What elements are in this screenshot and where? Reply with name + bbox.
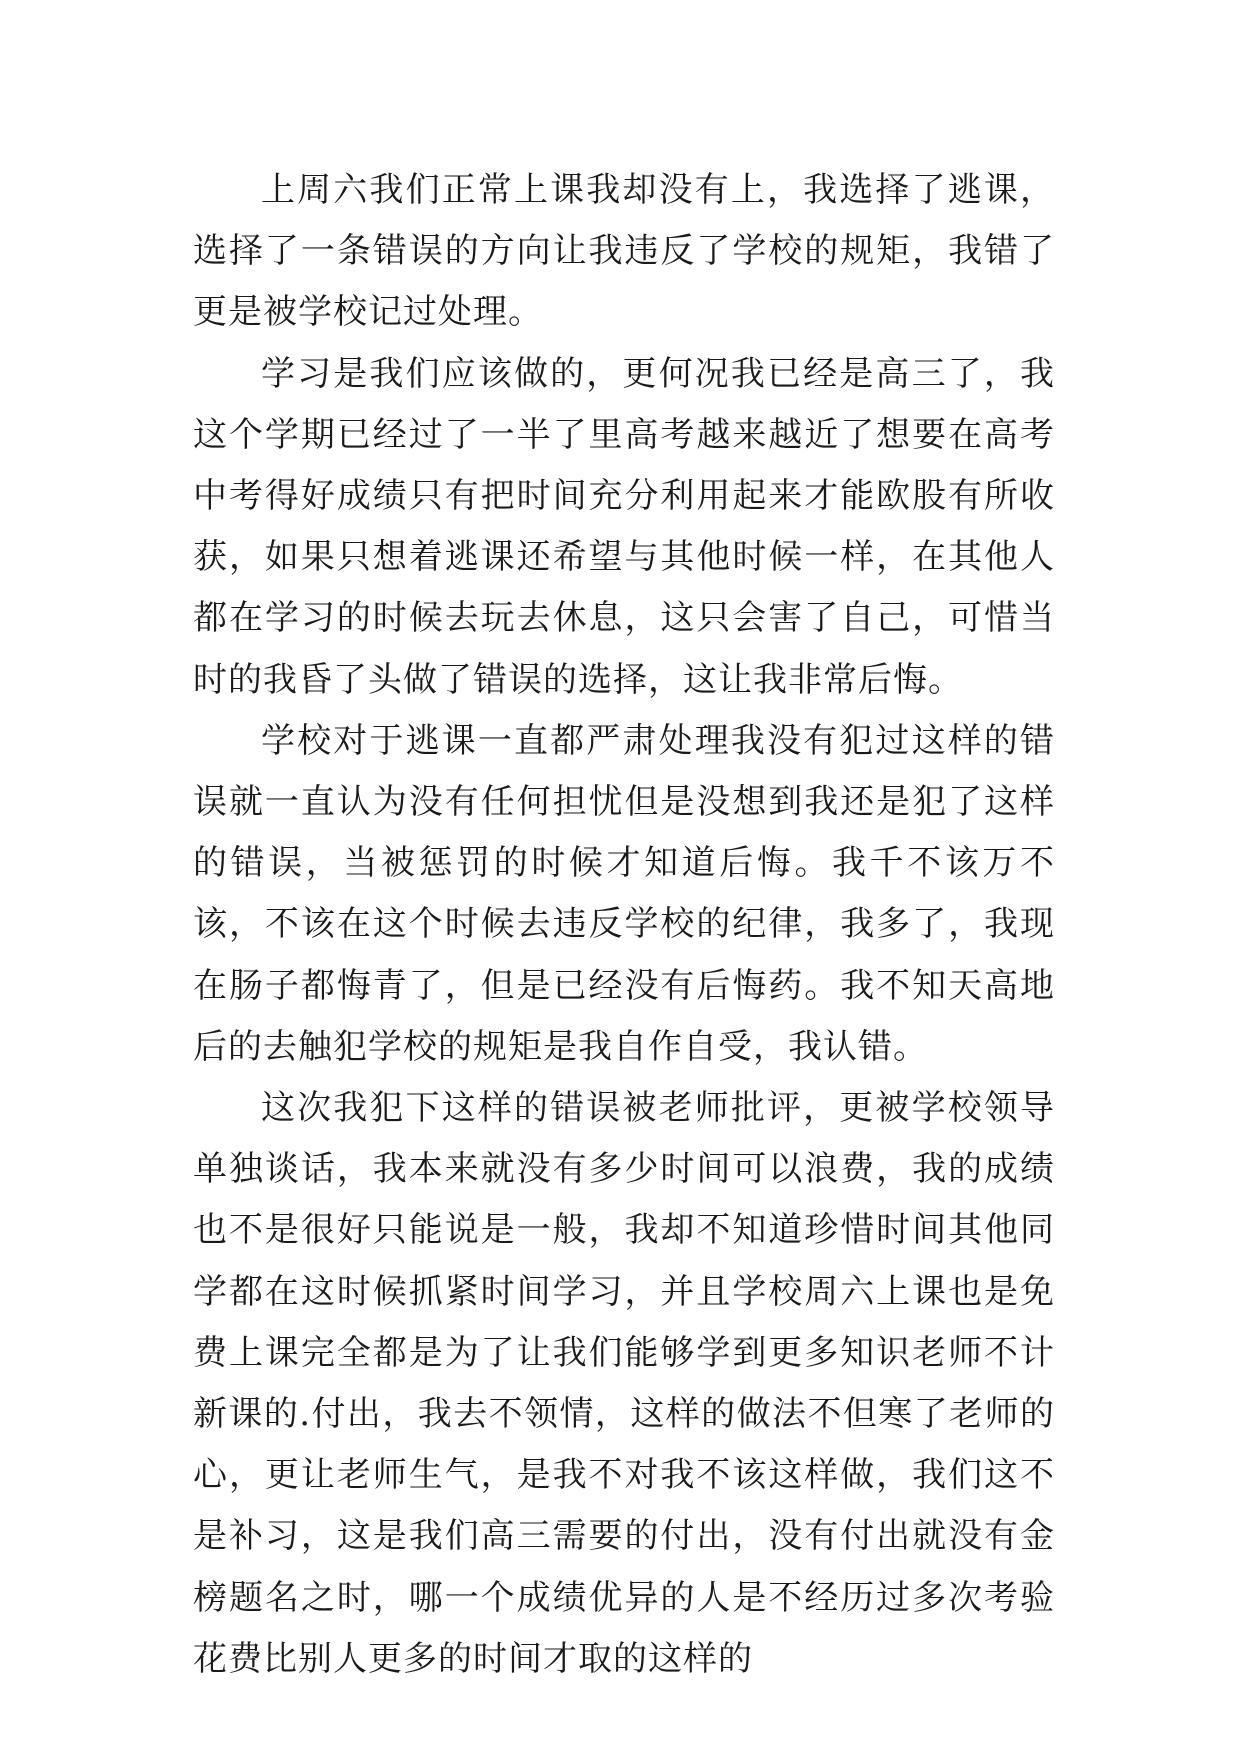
paragraph-4: 这次我犯下这样的错误被老师批评，更被学校领导单独谈话，我本来就没有多少时间可以浪费，我的成绩也不是很好只能说是一般，我却不知道珍惜时间其他同学都在这时候抓紧时间学习，并且学校周六上课也是免费上课完全都是为了让我们能够学到更多知识老师不计新课的.付出，我去不领情，这样的做法不但寒了老师的心，更让老师生气，是我不对我不该这样做，我们这不是补习，这是我们高三需要的付出，没有付出就没有金榜题名之时，哪一个成绩优异的人是不经历过多次考验花费比别人更多的时间才取的这样的 xyxy=(193,1088,1055,1679)
paragraph-2: 学习是我们应该做的，更何况我已经是高三了，我这个学期已经过了一半了里高考越来越近了想要在高考中考得好成绩只有把时间充分利用起来才能欧股有所收获，如果只想着逃课还希望与其他时候一样，在其他人都在学习的时候去玩去休息，这只会害了自己，可惜当时的我昏了头做了错误的选择，这让我非常后悔。 xyxy=(193,353,1055,700)
document-body xyxy=(193,160,1055,1690)
paragraph-1: 上周六我们正常上课我却没有上，我选择了逃课，选择了一条错误的方向让我违反了学校的规矩，我错了更是被学校记过处理。 xyxy=(193,170,1055,333)
paragraph-3: 学校对于逃课一直都严肃处理我没有犯过这样的错误就一直认为没有任何担忧但是没想到我还是犯了这样的错误，当被惩罚的时候才知道后悔。我千不该万不该，不该在这个时候去违反学校的纪律，我多了，我现在肠子都悔青了，但是已经没有后悔药。我不知天高地后的去触犯学校的规矩是我自作自受，我认错。 xyxy=(193,720,1055,1067)
